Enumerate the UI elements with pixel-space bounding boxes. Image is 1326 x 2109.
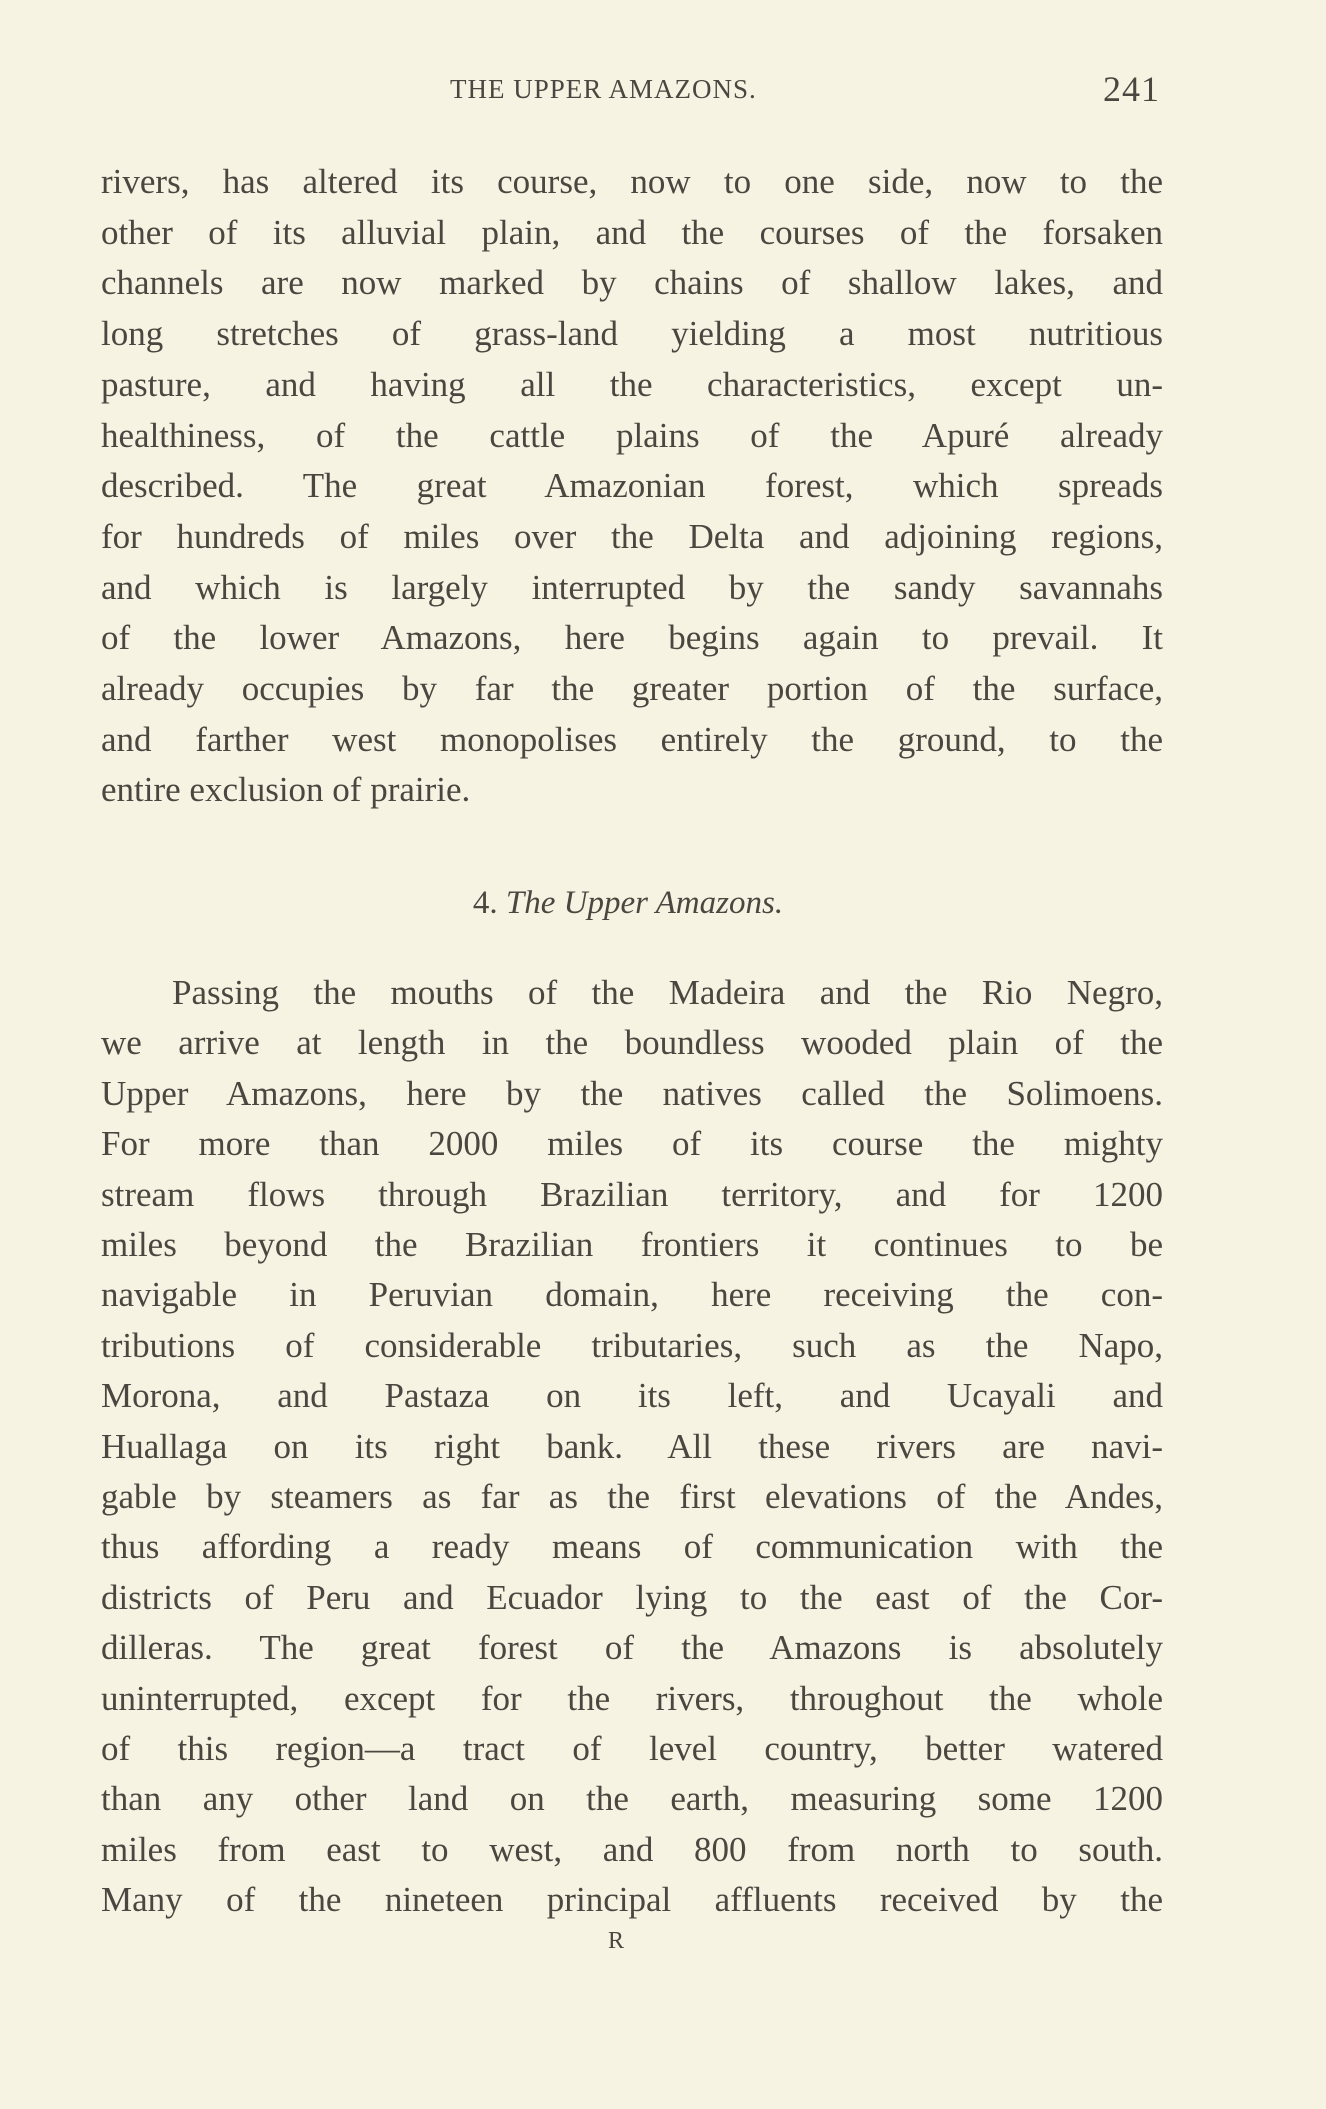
text-line: navigable in Peruvian domain, here receiving the con-: [101, 1275, 1163, 1315]
text-line: and farther west monopolises entirely the ground, to the: [101, 719, 1163, 759]
text-line: other of its alluvial plain, and the courses of the forsaken: [101, 212, 1163, 252]
text-line: pasture, and having all the characteristics, except un-: [101, 364, 1163, 404]
text-line: than any other land on the earth, measuring some 1200: [101, 1779, 1163, 1819]
section-heading: [0, 885, 1256, 922]
text-line: thus affording a ready means of communication with the: [101, 1527, 1163, 1567]
signature-mark: R: [607, 1928, 624, 1954]
text-line: of this region—a tract of level country, better watered: [101, 1729, 1163, 1768]
text-line: and which is largely interrupted by the sandy savannahs: [101, 567, 1163, 607]
page-number: 241: [1103, 69, 1160, 109]
text-line: dilleras. The great forest of the Amazons is absolutely: [101, 1628, 1163, 1668]
text-line: we arrive at length in the boundless wooded plain of the: [101, 1023, 1163, 1063]
text-line: long stretches of grass-land yielding a most nutritious: [101, 314, 1163, 354]
text-line: healthiness, of the cattle plains of the Apuré already: [101, 415, 1163, 455]
section-number: 4.: [472, 885, 498, 921]
section-title: The Upper Amazons.: [505, 885, 784, 921]
text-line: Many of the nineteen principal affluents received by the: [101, 1880, 1163, 1920]
text-line: stream flows through Brazilian territory, and for 1200: [101, 1174, 1163, 1214]
text-line: described. The great Amazonian forest, which spreads: [101, 466, 1163, 506]
text-line: Upper Amazons, here by the natives called the Solimoens.: [101, 1073, 1163, 1113]
text-line: Passing the mouths of the Madeira and the Rio Negro,: [172, 973, 1163, 1012]
text-line: districts of Peru and Ecuador lying to the east of the Cor-: [101, 1577, 1163, 1617]
text-line: already occupies by far the greater portion of the surface,: [101, 669, 1163, 708]
text-line: For more than 2000 miles of its course the mighty: [101, 1124, 1163, 1164]
text-line: Morona, and Pastaza on its left, and Ucayali and: [101, 1376, 1163, 1416]
text-line: for hundreds of miles over the Delta and adjoining regions,: [101, 516, 1163, 556]
text-line: rivers, has altered its course, now to one side, now to the: [101, 162, 1163, 201]
text-line: entire exclusion of prairie.: [101, 770, 471, 810]
text-line: miles from east to west, and 800 from north to south.: [101, 1829, 1163, 1869]
text-line: uninterrupted, except for the rivers, throughout the whole: [101, 1678, 1163, 1718]
text-line: miles beyond the Brazilian frontiers it continues to be: [101, 1225, 1163, 1264]
text-line: tributions of considerable tributaries, such as the Napo,: [101, 1325, 1163, 1365]
running-title: THE UPPER AMAZONS.: [450, 74, 757, 104]
text-line: of the lower Amazons, here begins again to prevail. It: [101, 618, 1163, 658]
text-line: Huallaga on its right bank. All these rivers are navi-: [101, 1426, 1163, 1466]
text-line: channels are now marked by chains of shallow lakes, and: [101, 263, 1163, 303]
text-line: gable by steamers as far as the first elevations of the Andes,: [101, 1477, 1163, 1516]
